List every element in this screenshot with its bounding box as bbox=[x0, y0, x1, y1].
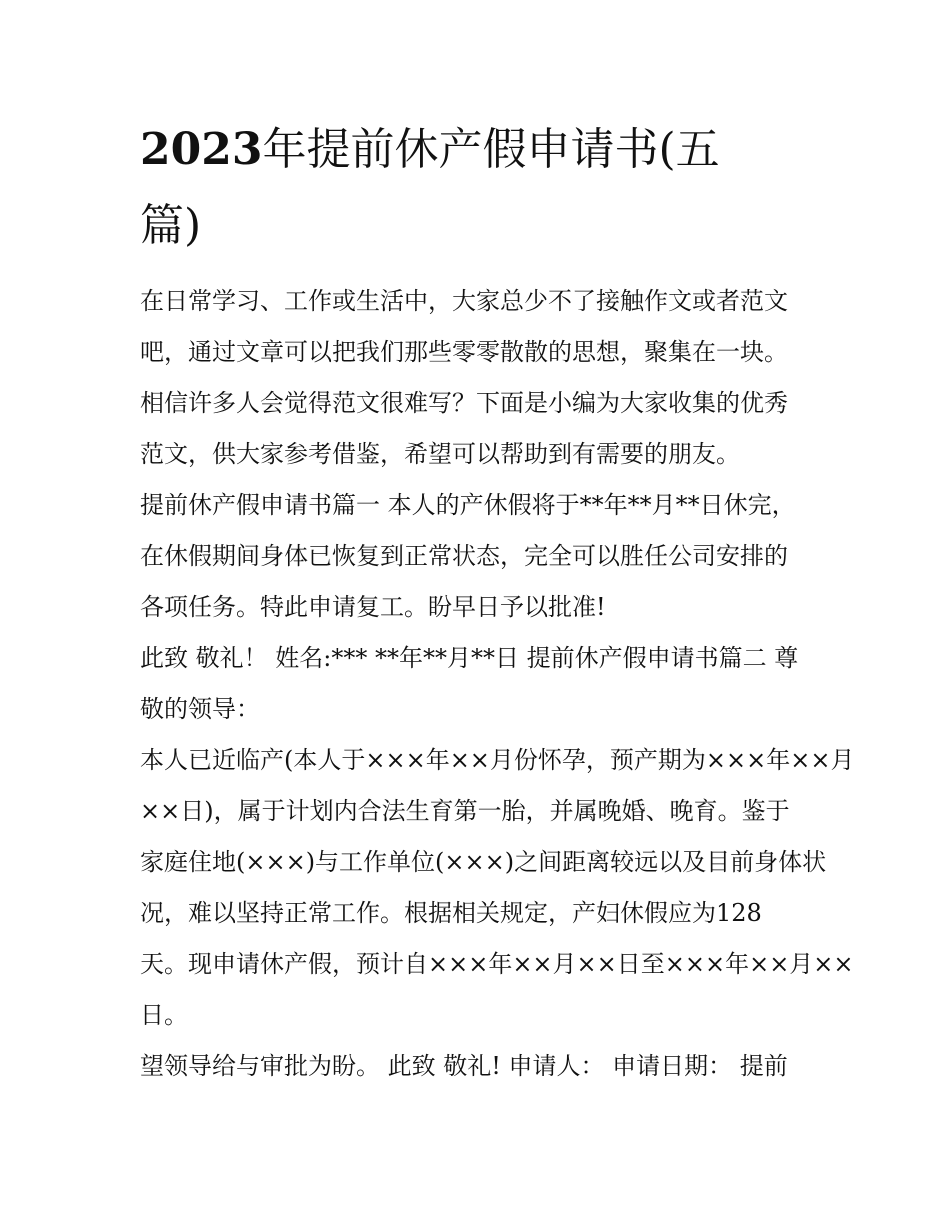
body-line: 本人已近临产(本人于×××年××月份怀孕，预产期为×××年××月 bbox=[140, 746, 855, 774]
title-text-line-1: 年提前休产假申请书(五 bbox=[262, 124, 720, 175]
body-line: 在日常学习、工作或生活中，大家总少不了接触作文或者范文 bbox=[140, 287, 788, 315]
body-line: 敬的领导： bbox=[140, 695, 260, 723]
body-line: 望领导给与审批为盼。 此致 敬礼! 申请人： 申请日期： 提前 bbox=[140, 1052, 788, 1080]
body-line: 范文，供大家参考借鉴，希望可以帮助到有需要的朋友。 bbox=[140, 440, 740, 468]
body-line: 况，难以坚持正常工作。根据相关规定，产妇休假应为128 bbox=[140, 899, 762, 927]
body-line: 家庭住地(×××)与工作单位(×××)之间距离较远以及目前身体状 bbox=[140, 848, 827, 876]
body-line: ××日)，属于计划内合法生育第一胎，并属晚婚、晚育。鉴于 bbox=[140, 797, 790, 825]
body-line: 此致 敬礼！ 姓名:*** **年**月**日 提前休产假申请书篇二 尊 bbox=[140, 644, 799, 672]
body-line: 吧，通过文章可以把我们那些零零散散的思想，聚集在一块。 bbox=[140, 338, 788, 366]
title-text-line-2: 篇) bbox=[140, 200, 202, 251]
body-line: 相信许多人会觉得范文很难写？下面是小编为大家收集的优秀 bbox=[140, 389, 788, 417]
body-line: 提前休产假申请书篇一 本人的产休假将于**年**月**日休完， bbox=[140, 491, 796, 519]
document-body bbox=[140, 276, 855, 1092]
body-line: 在休假期间身体已恢复到正常状态，完全可以胜任公司安排的 bbox=[140, 542, 788, 570]
body-line: 天。现申请休产假，预计自×××年××月××日至×××年××月×× bbox=[140, 950, 854, 978]
document-title bbox=[140, 112, 820, 264]
body-line: 各项任务。特此申请复工。盼早日予以批准! bbox=[140, 593, 606, 621]
title-year: 2023 bbox=[140, 124, 263, 175]
body-line: 日。 bbox=[140, 1001, 188, 1029]
